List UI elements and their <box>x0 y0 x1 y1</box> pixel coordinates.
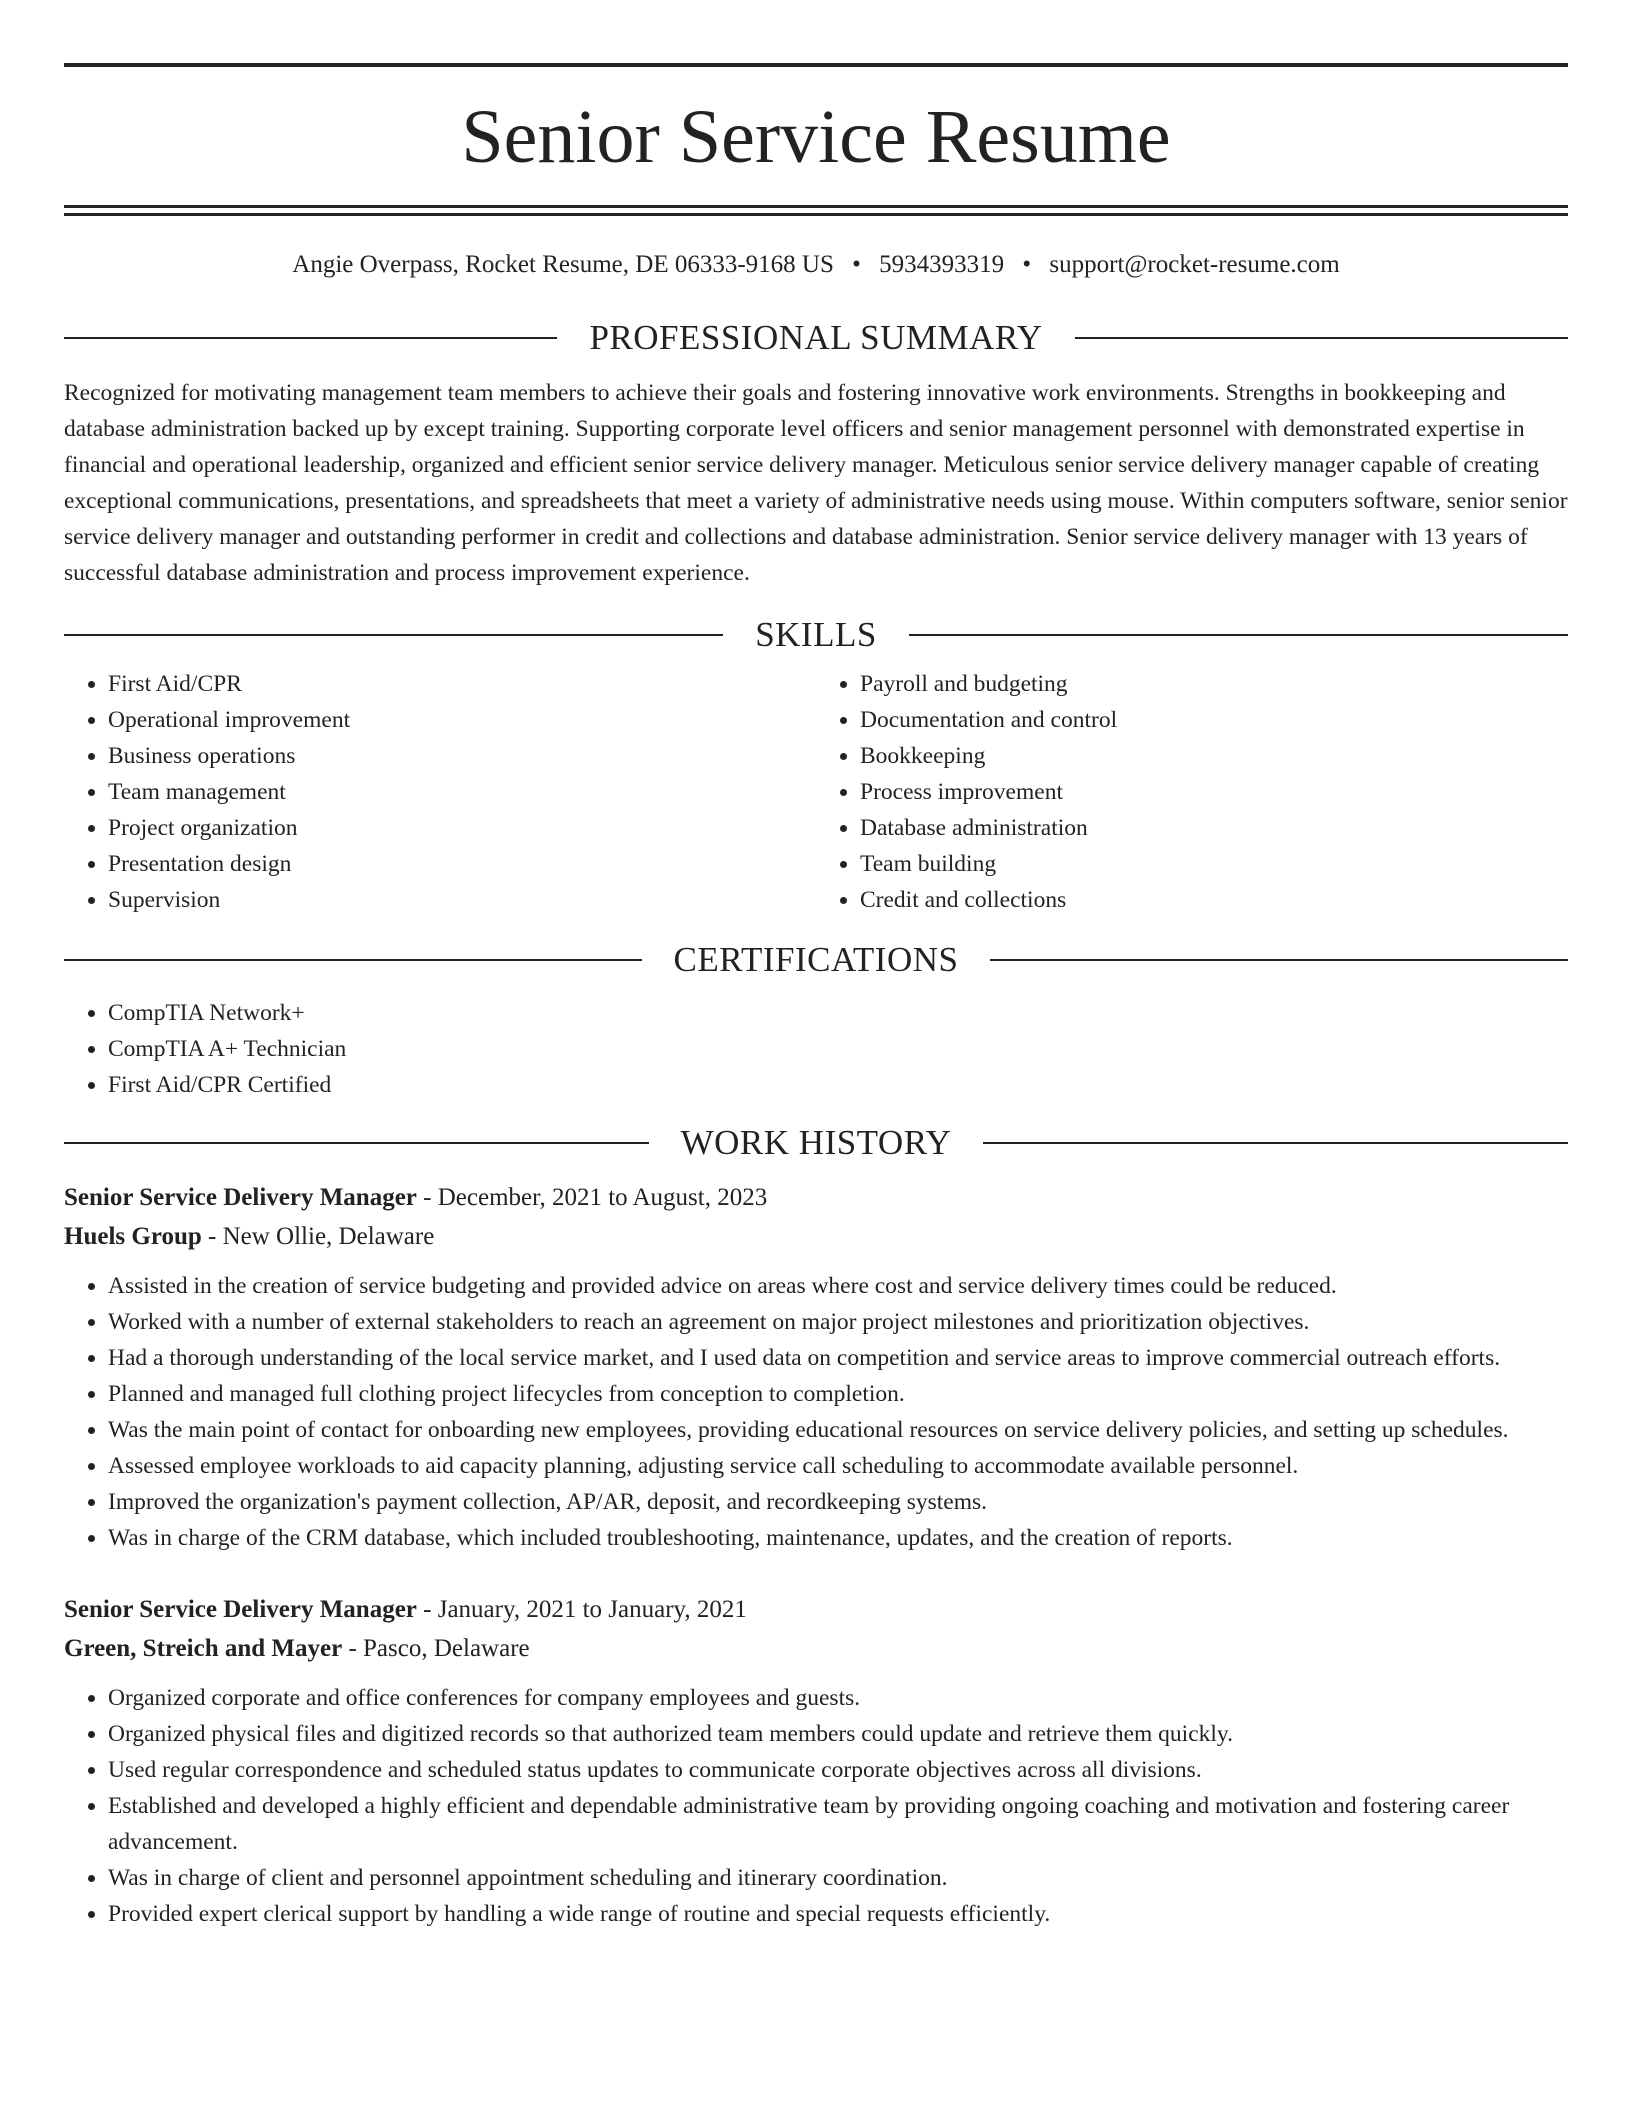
skills-columns <box>64 666 1568 918</box>
list-item: • Project organization <box>108 810 816 846</box>
title-double-rule <box>64 205 1568 216</box>
list-item: • Bookkeeping <box>860 738 1568 774</box>
job-title: Senior Service Delivery Manager <box>64 1184 417 1211</box>
section-rule-left <box>64 959 642 961</box>
job-company: Green, Streich and Mayer <box>64 1635 343 1662</box>
professional-summary-text: Recognized for motivating management team members to achieve their goals and fostering innovative work environments. Strengths in bookkeeping and database administration backed up by except training. Supporting corporate level officers and senior management personnel with demonstrated expertise in financial and operational leadership, organized and efficient senior service delivery manager. Meticulous senior service delivery manager capable of creating exceptional communications, presentations, and spreadsheets that meet a variety of administrative needs using mouse. Within computers software, senior senior service delivery manager and outstanding performer in credit and collections and database administration. Senior service delivery manager with 13 years of successful database administration and process improvement experience. <box>64 380 1568 586</box>
job-bullets <box>64 1268 1568 1556</box>
skills-list-right <box>816 666 1568 918</box>
section-rule-left <box>64 337 557 339</box>
job-bullets <box>64 1680 1568 1932</box>
list-item: • Was in charge of client and personnel appointment scheduling and itinerary coordination. <box>108 1860 1568 1896</box>
list-item: • Improved the organization's payment collection, AP/AR, deposit, and recordkeeping systems. <box>108 1484 1568 1520</box>
list-item: • Organized physical files and digitized records so that authorized team members could update and retrieve them quickly. <box>108 1716 1568 1752</box>
list-item: • Used regular correspondence and scheduled status updates to communicate corporate objectives across all divisions. <box>108 1752 1568 1788</box>
contact-address: Angie Overpass, Rocket Resume, DE 06333-9168 US <box>292 251 834 278</box>
section-rule-right <box>909 634 1568 636</box>
list-item: • Established and developed a highly efficient and dependable administrative team by providing ongoing coaching and motivation and fostering career advancement. <box>108 1788 1568 1860</box>
top-rule <box>64 63 1568 67</box>
list-item: • Business operations <box>108 738 816 774</box>
list-item: • Credit and collections <box>860 882 1568 918</box>
job-location: - New Ollie, Delaware <box>201 1223 435 1250</box>
job-title-line <box>64 1590 1568 1629</box>
list-item: • Had a thorough understanding of the local service market, and I used data on competition and service areas to improve commercial outreach efforts. <box>108 1340 1568 1376</box>
contact-line <box>64 250 1568 280</box>
contact-phone: 5934393319 <box>879 251 1005 278</box>
job-company: Huels Group <box>64 1223 202 1250</box>
resume-title: Senior Service Resume <box>461 95 1171 179</box>
list-item: • Provided expert clerical support by handling a wide range of routine and special requests efficiently. <box>108 1896 1568 1932</box>
list-item: • Team building <box>860 846 1568 882</box>
list-item: • Payroll and budgeting <box>860 666 1568 702</box>
list-item: • Assisted in the creation of service budgeting and provided advice on areas where cost and service delivery times could be reduced. <box>108 1268 1568 1304</box>
contact-email: support@rocket-resume.com <box>1049 251 1340 278</box>
job-dates: - December, 2021 to August, 2023 <box>416 1184 768 1211</box>
list-item: • Database administration <box>860 810 1568 846</box>
section-rule-left <box>64 634 723 636</box>
section-rule-right <box>983 1142 1568 1144</box>
job-company-line <box>64 1629 1568 1668</box>
list-item: • Planned and managed full clothing project lifecycles from conception to completion. <box>108 1376 1568 1412</box>
list-item: • Supervision <box>108 882 816 918</box>
section-header-summary <box>64 320 1568 355</box>
contact-separator: • <box>852 251 861 278</box>
section-rule-left <box>64 1142 649 1144</box>
section-title-certifications: CERTIFICATIONS <box>673 940 959 979</box>
list-item: • Was in charge of the CRM database, which included troubleshooting, maintenance, updates, and the creation of reports. <box>108 1520 1568 1556</box>
job-location: - Pasco, Delaware <box>342 1635 530 1662</box>
skills-list-left <box>64 666 816 918</box>
list-item: • Team management <box>108 774 816 810</box>
section-title-summary: PROFESSIONAL SUMMARY <box>589 318 1043 357</box>
list-item: • First Aid/CPR <box>108 666 816 702</box>
list-item: • First Aid/CPR Certified <box>108 1067 1568 1103</box>
job-title: Senior Service Delivery Manager <box>64 1596 417 1623</box>
list-item: • CompTIA A+ Technician <box>108 1031 1568 1067</box>
job-company-line <box>64 1217 1568 1256</box>
list-item: • CompTIA Network+ <box>108 995 1568 1031</box>
section-rule-right <box>1075 337 1568 339</box>
list-item: • Was the main point of contact for onboarding new employees, providing educational resources on service delivery policies, and setting up schedules. <box>108 1412 1568 1448</box>
certifications-list <box>64 995 1568 1103</box>
list-item: • Operational improvement <box>108 702 816 738</box>
job-dates: - January, 2021 to January, 2021 <box>416 1596 747 1623</box>
section-title-work-history: WORK HISTORY <box>680 1123 952 1162</box>
list-item: • Assessed employee workloads to aid capacity planning, adjusting service call scheduling to accommodate available personnel. <box>108 1448 1568 1484</box>
section-rule-right <box>990 959 1568 961</box>
section-title-skills: SKILLS <box>755 615 877 654</box>
job-title-line <box>64 1178 1568 1217</box>
list-item: • Process improvement <box>860 774 1568 810</box>
job-entry <box>64 1178 1568 1556</box>
list-item: • Documentation and control <box>860 702 1568 738</box>
list-item: • Organized corporate and office conferences for company employees and guests. <box>108 1680 1568 1716</box>
job-entry <box>64 1590 1568 1932</box>
section-header-skills <box>64 617 1568 652</box>
section-header-work-history <box>64 1125 1568 1160</box>
resume-page <box>64 0 1568 1932</box>
list-item: • Worked with a number of external stakeholders to reach an agreement on major project milestones and prioritization objectives. <box>108 1304 1568 1340</box>
contact-separator: • <box>1022 251 1032 278</box>
section-header-certifications <box>64 942 1568 977</box>
list-item: • Presentation design <box>108 846 816 882</box>
